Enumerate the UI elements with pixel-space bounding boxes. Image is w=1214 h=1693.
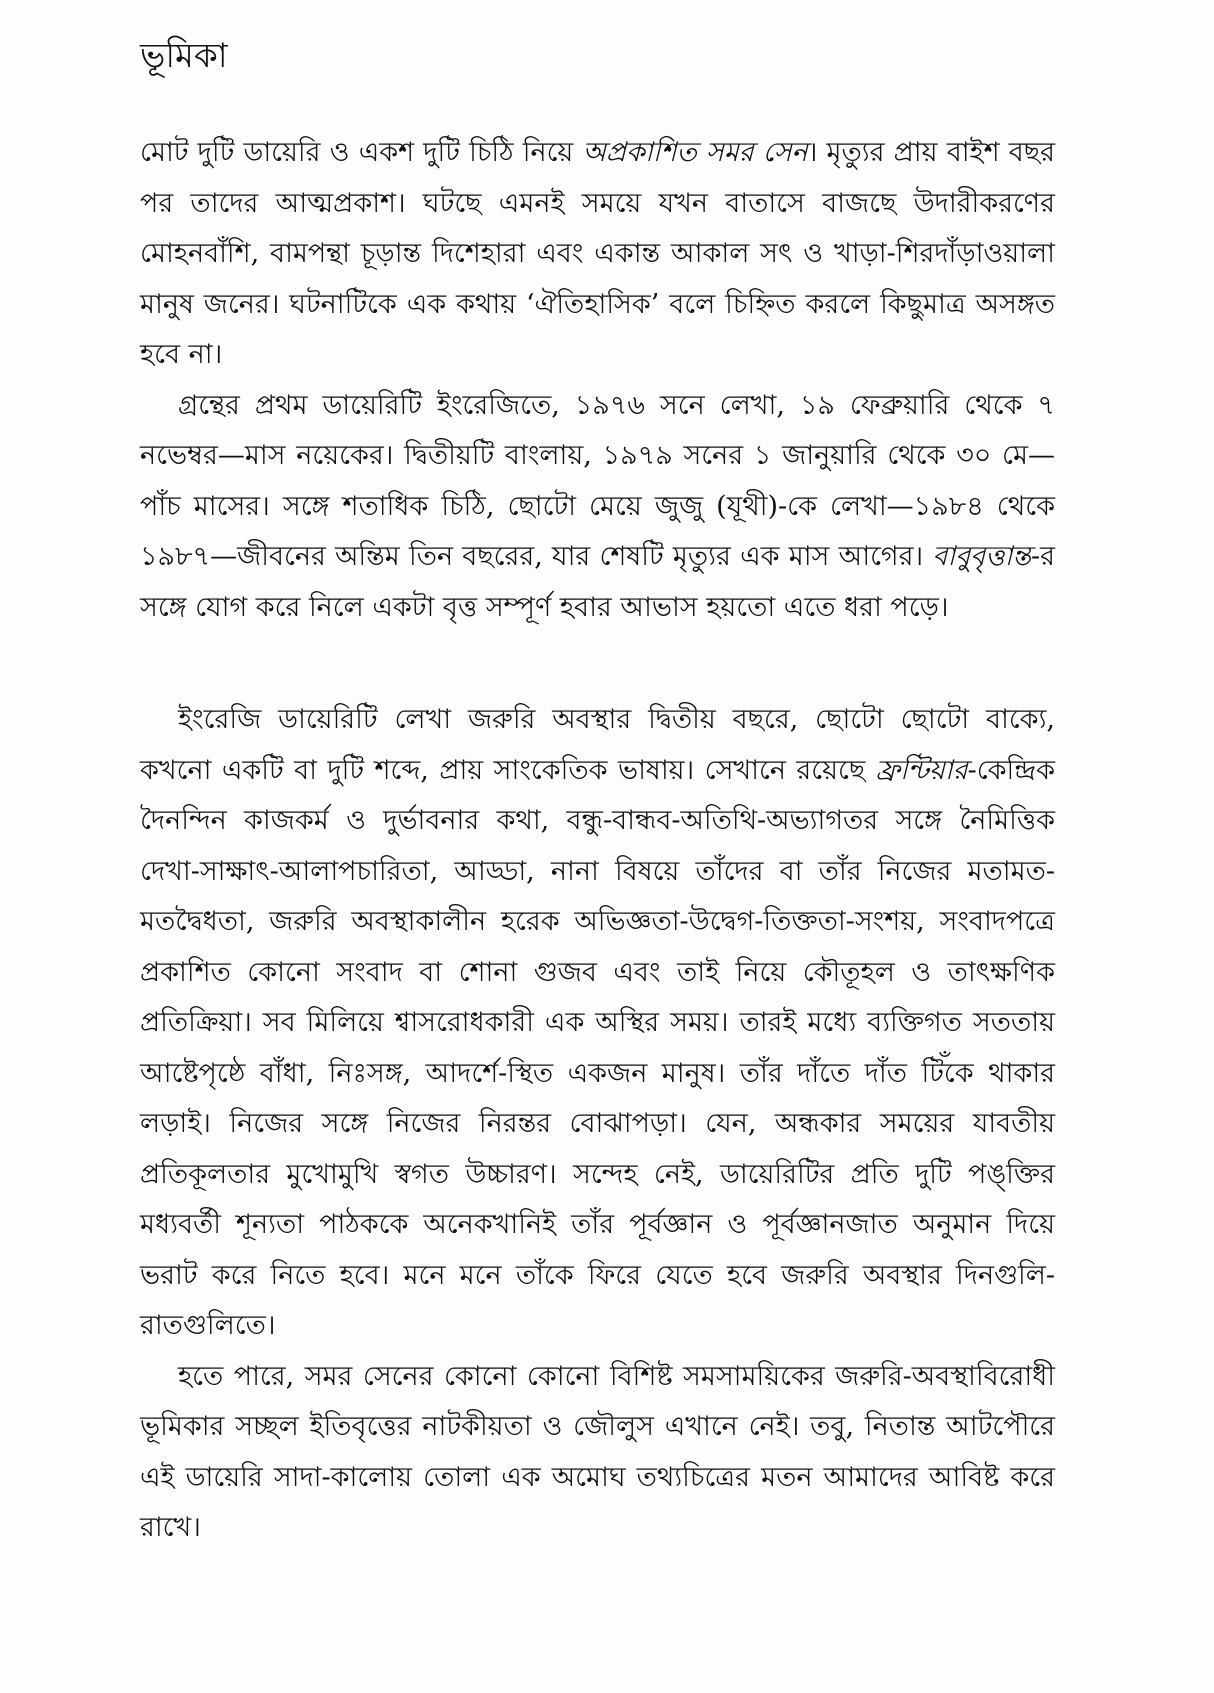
paragraph-2-text-before: গ্রন্থের প্রথম ডায়েরিটি ইংরেজিতে, ১৯৭৬ সনে লেখা, ১৯ ফেব্রুয়ারি থেকে ৭ নভেম্বর—মাস নয়েকের। দ্বিতীয়টি বাংলায়, ১৯৭৯ সনের ১ জানুয়ারি থেকে ৩০ মে—পাঁচ মাসের। সঙ্গে শতাধিক চিঠি, ছোটো মেয়ে জুজু (যূথী)-কে লেখা—১৯৮৪ থেকে ১৯৮৭—জীবনের অন্তিম তিন বছরের, যার শেষটি মৃত্যুর এক মাস আগের। (140, 389, 1055, 572)
paragraph-2-italic-title: বাবুবৃত্তান্ত (932, 541, 1032, 572)
paragraph-2 (140, 381, 1055, 634)
paragraph-4 (140, 1352, 1055, 1554)
paragraph-4-text-before: হতে পারে, সমর সেনের কোনো কোনো বিশিষ্ট সমসাময়িকের জরুরি-অবস্থাবিরোধী ভূমিকার সচ্ছল ইতিবৃত্তের নাটকীয়তা ও জৌলুস এখানে নেই। তবু, নিতান্ত আটপৌরে এই ডায়েরি সাদা-কালোয় তোলা এক অমোঘ তথ্যচিত্রের মতন আমাদের আবিষ্ট করে রাখে। (140, 1360, 1055, 1543)
paragraph-2-text-after: -র সঙ্গে যোগ করে নিলে একটা বৃত্ত সম্পূর্ণ হবার আভাস হয়তো এতে ধরা পড়ে। (140, 541, 1055, 623)
text-block-second (140, 695, 1055, 1554)
text-block-first (140, 128, 1055, 633)
paragraph-1-text-after: । মৃত্যুর প্রায় বাইশ বছর পর তাদের আত্মপ্রকাশ। ঘটছে এমনই সময়ে যখন বাতাসে বাজছে উদারীকরণের মোহনবাঁশি, বামপন্থা চূড়ান্ত দিশেহারা এবং একান্ত আকাল সৎ ও খাড়া-শিরদাঁড়াওয়ালা মানুষ জনের। ঘটনাটিকে এক কথায় ‘ঐতিহাসিক’ বলে চিহ্নিত করলে কিছুমাত্র অসঙ্গত হবে না। (140, 137, 1055, 370)
paragraph-1-text-before: মোট দুটি ডায়েরি ও একশ দুটি চিঠি নিয়ে (140, 137, 583, 168)
paragraph-3-text-after: -কেন্দ্রিক দৈনন্দিন কাজকর্ম ও দুর্ভাবনার কথা, বন্ধু-বান্ধব-অতিথি-অভ্যাগতর সঙ্গে নৈমিত্তিক দেখা-সাক্ষাৎ-আলাপচারিতা, আড্ডা, নানা বিষয়ে তাঁদের বা তাঁর নিজের মতামত-মতদ্বৈধতা, জরুরি অবস্থাকালীন হরেক অভিজ্ঞতা-উদ্বেগ-তিক্ততা-সংশয়, সংবাদপত্রে প্রকাশিত কোনো সংবাদ বা শোনা গুজব এবং তাই নিয়ে কৌতূহল ও তাৎক্ষণিক প্রতিক্রিয়া। সব মিলিয়ে শ্বাসরোধকারী এক অস্থির সময়। তারই মধ্যে ব্যক্তিগত সততায় আষ্টেপৃষ্ঠে বাঁধা, নিঃসঙ্গ, আদর্শে-স্থিত একজন মানুষ। তাঁর দাঁতে দাঁত টিঁকে থাকার লড়াই। নিজের সঙ্গে নিজের নিরন্তর বোঝাপড়া। যেন, অন্ধকার সময়ের যাবতীয় প্রতিকূলতার মুখোমুখি স্বগত উচ্চারণ। সন্দেহ নেই, ডায়েরিটির প্রতি দুটি পঙ্‌ক্তির মধ্যবর্তী শূন্যতা পাঠককে অনেকখানিই তাঁর পূর্বজ্ঞান ও পূর্বজ্ঞানজাত অনুমান দিয়ে ভরাট করে নিতে হবে। মনে মনে তাঁকে ফিরে যেতে হবে জরুরি অবস্থার দিনগুলি-রাতগুলিতে। (140, 754, 1055, 1341)
page-title: ভূমিকা (140, 36, 228, 76)
paragraph-1-italic-title: অপ্রকাশিত সমর সেন (582, 137, 808, 168)
paragraph-3 (140, 695, 1055, 1352)
paragraph-3-text-before: ইংরেজি ডায়েরিটি লেখা জরুরি অবস্থার দ্বিতীয় বছরে, ছোটো ছোটো বাক্যে, কখনো একটি বা দুটি শব্দে, প্রায় সাংকেতিক ভাষায়। সেখানে রয়েছে (140, 704, 1055, 786)
paragraph-1 (140, 128, 1055, 381)
paragraph-3-italic-title: ফ্রন্টিয়ার (875, 754, 968, 786)
